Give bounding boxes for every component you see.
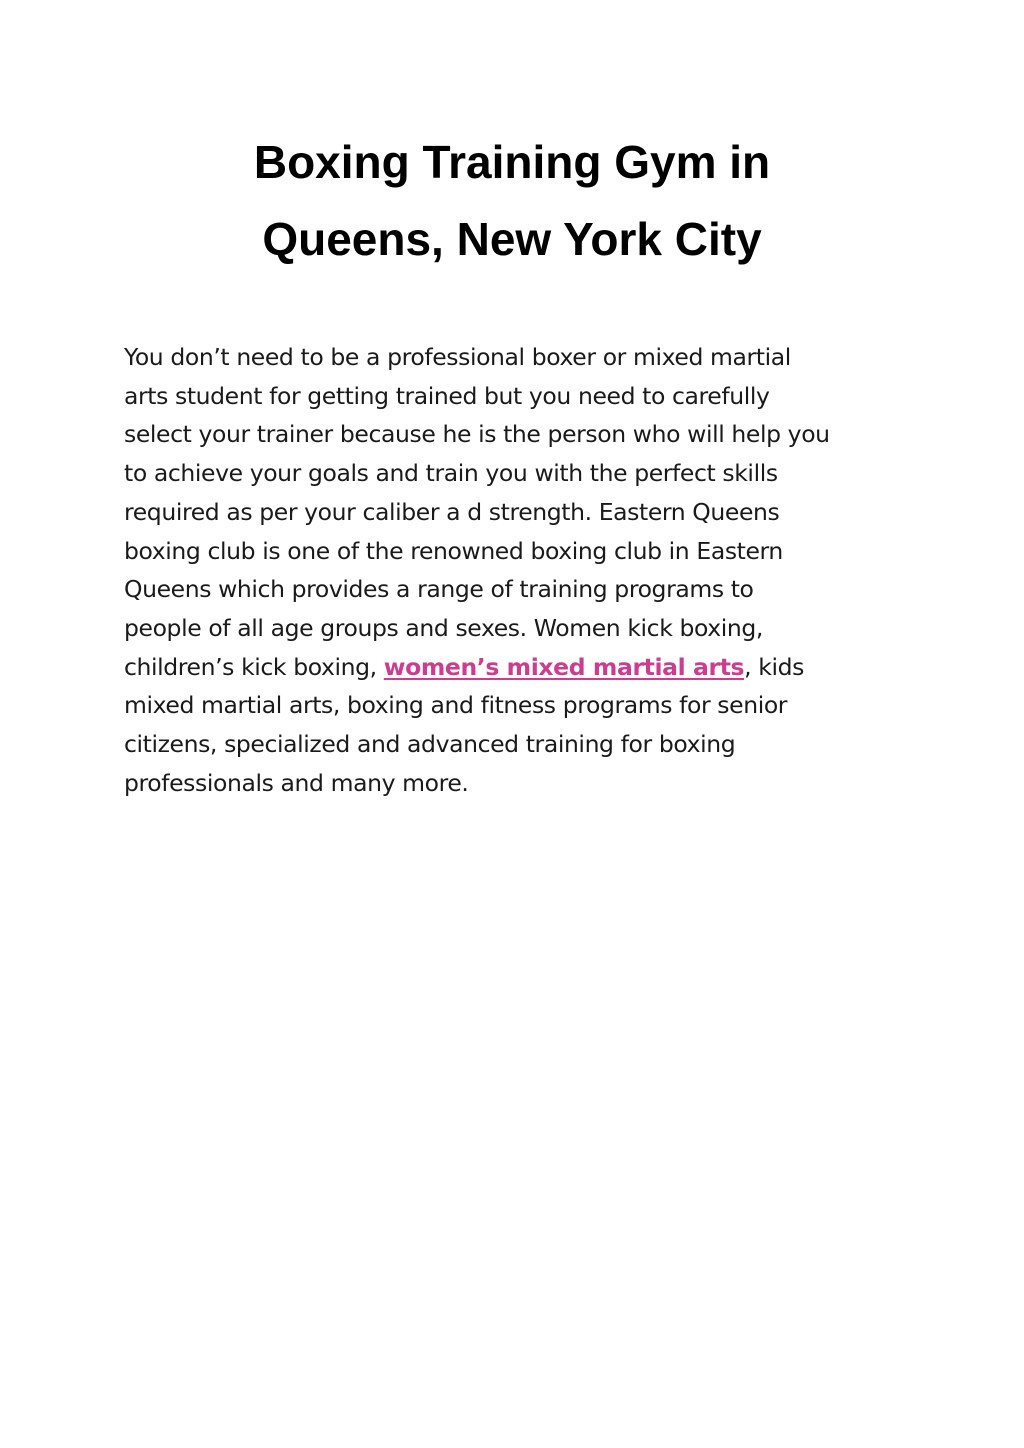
page-title xyxy=(0,124,1024,278)
womens-mixed-martial-arts-link[interactable]: women’s mixed martial arts xyxy=(383,652,745,681)
paragraph-line: mixed martial arts, boxing and fitness programs for senior xyxy=(124,691,788,720)
paragraph-line: select your trainer because he is the person who will help you xyxy=(124,420,830,449)
paragraph-line: Queens which provides a range of training programs to xyxy=(124,575,754,604)
paragraph-line: arts student for getting trained but you need to carefully xyxy=(124,381,770,410)
paragraph-line-with-link xyxy=(124,648,914,687)
paragraph-line: to achieve your goals and train you with the perfect skills xyxy=(124,459,778,488)
paragraph-line: professionals and many more. xyxy=(124,768,469,797)
paragraph-line: boxing club is one of the renowned boxing club in Eastern xyxy=(124,536,783,565)
paragraph-line: You don’t need to be a professional boxer or mixed martial xyxy=(124,343,791,371)
paragraph-line: people of all age groups and sexes. Women kick boxing, xyxy=(124,613,763,642)
paragraph-line: required as per your caliber a d strength. Eastern Queens xyxy=(124,497,780,526)
link-line-before-text: children’s kick boxing, xyxy=(124,652,384,681)
title-line-1: Boxing Training Gym in xyxy=(253,136,771,188)
title-line-2: Queens, New York City xyxy=(262,213,762,265)
link-line-after-text: , kids xyxy=(744,652,804,681)
body-paragraph xyxy=(124,338,914,802)
paragraph-line: citizens, specialized and advanced training for boxing xyxy=(124,730,736,759)
